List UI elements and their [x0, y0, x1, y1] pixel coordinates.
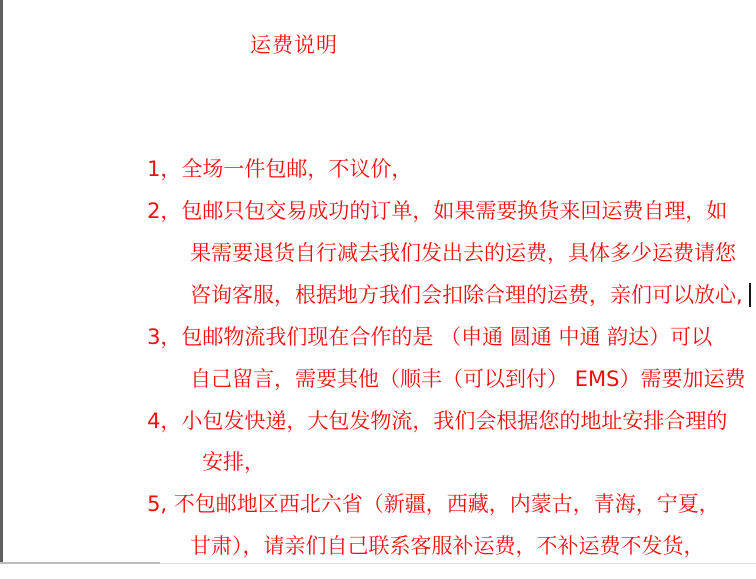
text-line-content: 甘肃），请亲们自己联系客服补运费，不补运费不发货， [190, 534, 705, 558]
window-left-edge [0, 0, 3, 564]
text-line-content: 1，全场一件包邮，不议价， [147, 157, 413, 181]
text-line-content: 5, 不包邮地区西北六省（新疆，西藏，内蒙古，青海，宁夏， [147, 492, 720, 516]
document-title: 运费说明 [250, 33, 338, 57]
text-line-content: 2，包邮只包交易成功的订单，如果需要换货来回运费自理，如 [147, 199, 728, 223]
page-bottom-edge-corner [0, 562, 160, 564]
text-line-content: 3，包邮物流我们现在合作的是 （申通 圆通 中通 韵达）可以 [147, 325, 713, 349]
text-line-content: 自己留言，需要其他（顺丰（可以到付） EMS）需要加运费 [190, 367, 746, 391]
text-line-content: 果需要退货自行减去我们发出去的运费，具体多少运费请您 [190, 241, 737, 265]
text-line [150, 483, 705, 579]
text-line-content: 安排， [202, 450, 266, 474]
text-line-content: 咨询客服，根据地方我们会扣除合理的运费，亲们可以放心, [190, 283, 743, 307]
text-cursor [749, 283, 751, 307]
text-line-content: 4，小包发快递，大包发物流，我们会根据您的地址安排合理的 [147, 409, 728, 433]
